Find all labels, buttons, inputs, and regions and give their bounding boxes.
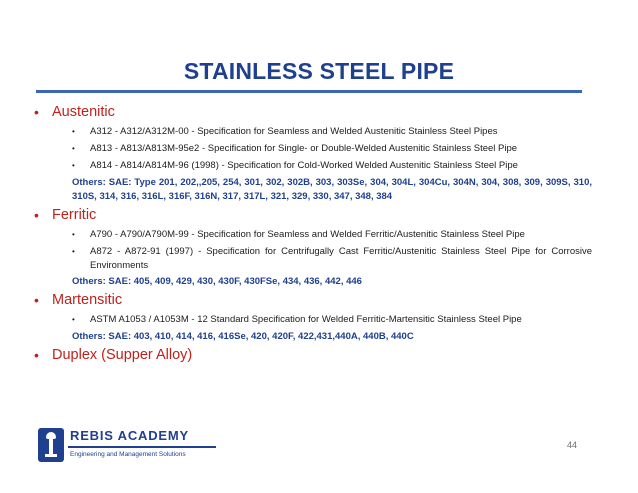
section-heading-ferritic xyxy=(34,207,96,223)
section-heading-label: Austenitic xyxy=(52,104,115,120)
logo-mark-icon xyxy=(38,428,64,462)
page-number: 44 xyxy=(567,440,578,450)
list-item xyxy=(72,313,592,327)
others-grades-ferritic: Others: SAE: 405, 409, 429, 430, 430F, 430FSe, 434, 436, 442, 446 xyxy=(72,276,362,287)
list-item-text: A814 - A814/A814M-96 (1998) - Specification for Cold-Worked Welded Austenitic Stainless Steel Pipe xyxy=(90,160,518,171)
section-heading-label: Martensitic xyxy=(52,292,123,308)
bullet-icon: • xyxy=(72,127,75,136)
section-heading-duplex xyxy=(34,347,192,363)
logo-name: REBIS ACADEMY xyxy=(70,428,189,443)
list-item-text: A813 - A813/A813M-95e2 - Specification for Single- or Double-Welded Austenitic Stainless Steel Pipe xyxy=(90,143,518,154)
bullet-icon: • xyxy=(34,292,39,308)
logo-tagline: Engineering and Management Solutions xyxy=(68,446,216,462)
list-item-text: A872 - A872-91 (1997) - Specification for Centrifugally Cast Ferritic/Austenitic Stainless Steel Pipe for Corrosive Environments xyxy=(90,246,592,271)
list-item xyxy=(72,245,592,272)
others-grades-austenitic: Others: SAE: Type 201, 202,,205, 254, 301, 302, 302B, 303, 303Se, 304, 304L, 304Cu, 304N, 304, 308, 309, 309S, 310, 310S, 314, 316, 316L, 316F, 316N, 317, 317L, 321, 329, 330, 347, 348, 384 xyxy=(72,177,592,202)
slide-title: STAINLESS STEEL PIPE xyxy=(183,58,455,84)
bullet-icon: • xyxy=(72,247,75,256)
bullet-icon: • xyxy=(72,230,75,239)
list-item xyxy=(72,142,592,156)
list-item xyxy=(72,159,592,173)
bullet-icon: • xyxy=(72,144,75,153)
list-item xyxy=(72,125,592,139)
section-heading-label: Ferritic xyxy=(52,207,97,223)
list-item-text: A790 - A790/A790M-99 - Specification for Seamless and Welded Ferritic/Austenitic Stainless Steel Pipe xyxy=(90,229,525,240)
list-item-text: A312 - A312/A312M-00 - Specification for Seamless and Welded Austenitic Stainless Steel Pipes xyxy=(90,126,498,137)
bullet-icon: • xyxy=(72,315,75,324)
title-underline xyxy=(36,90,582,93)
section-heading-label: Duplex (Supper Alloy) xyxy=(52,347,193,363)
bullet-icon: • xyxy=(72,161,75,170)
section-heading-martensitic xyxy=(34,292,122,308)
list-item xyxy=(72,228,592,242)
company-logo xyxy=(38,428,213,462)
bullet-icon: • xyxy=(34,347,39,363)
section-heading-austenitic xyxy=(34,104,115,120)
list-item-text: ASTM A1053 / A1053M - 12 Standard Specification for Welded Ferritic-Martensitic Stainless Steel Pipe xyxy=(90,314,522,325)
bullet-icon: • xyxy=(34,104,39,120)
others-grades-martensitic: Others: SAE: 403, 410, 414, 416, 416Se, 420, 420F, 422,431,440A, 440B, 440C xyxy=(72,331,414,342)
bullet-icon: • xyxy=(34,207,39,223)
